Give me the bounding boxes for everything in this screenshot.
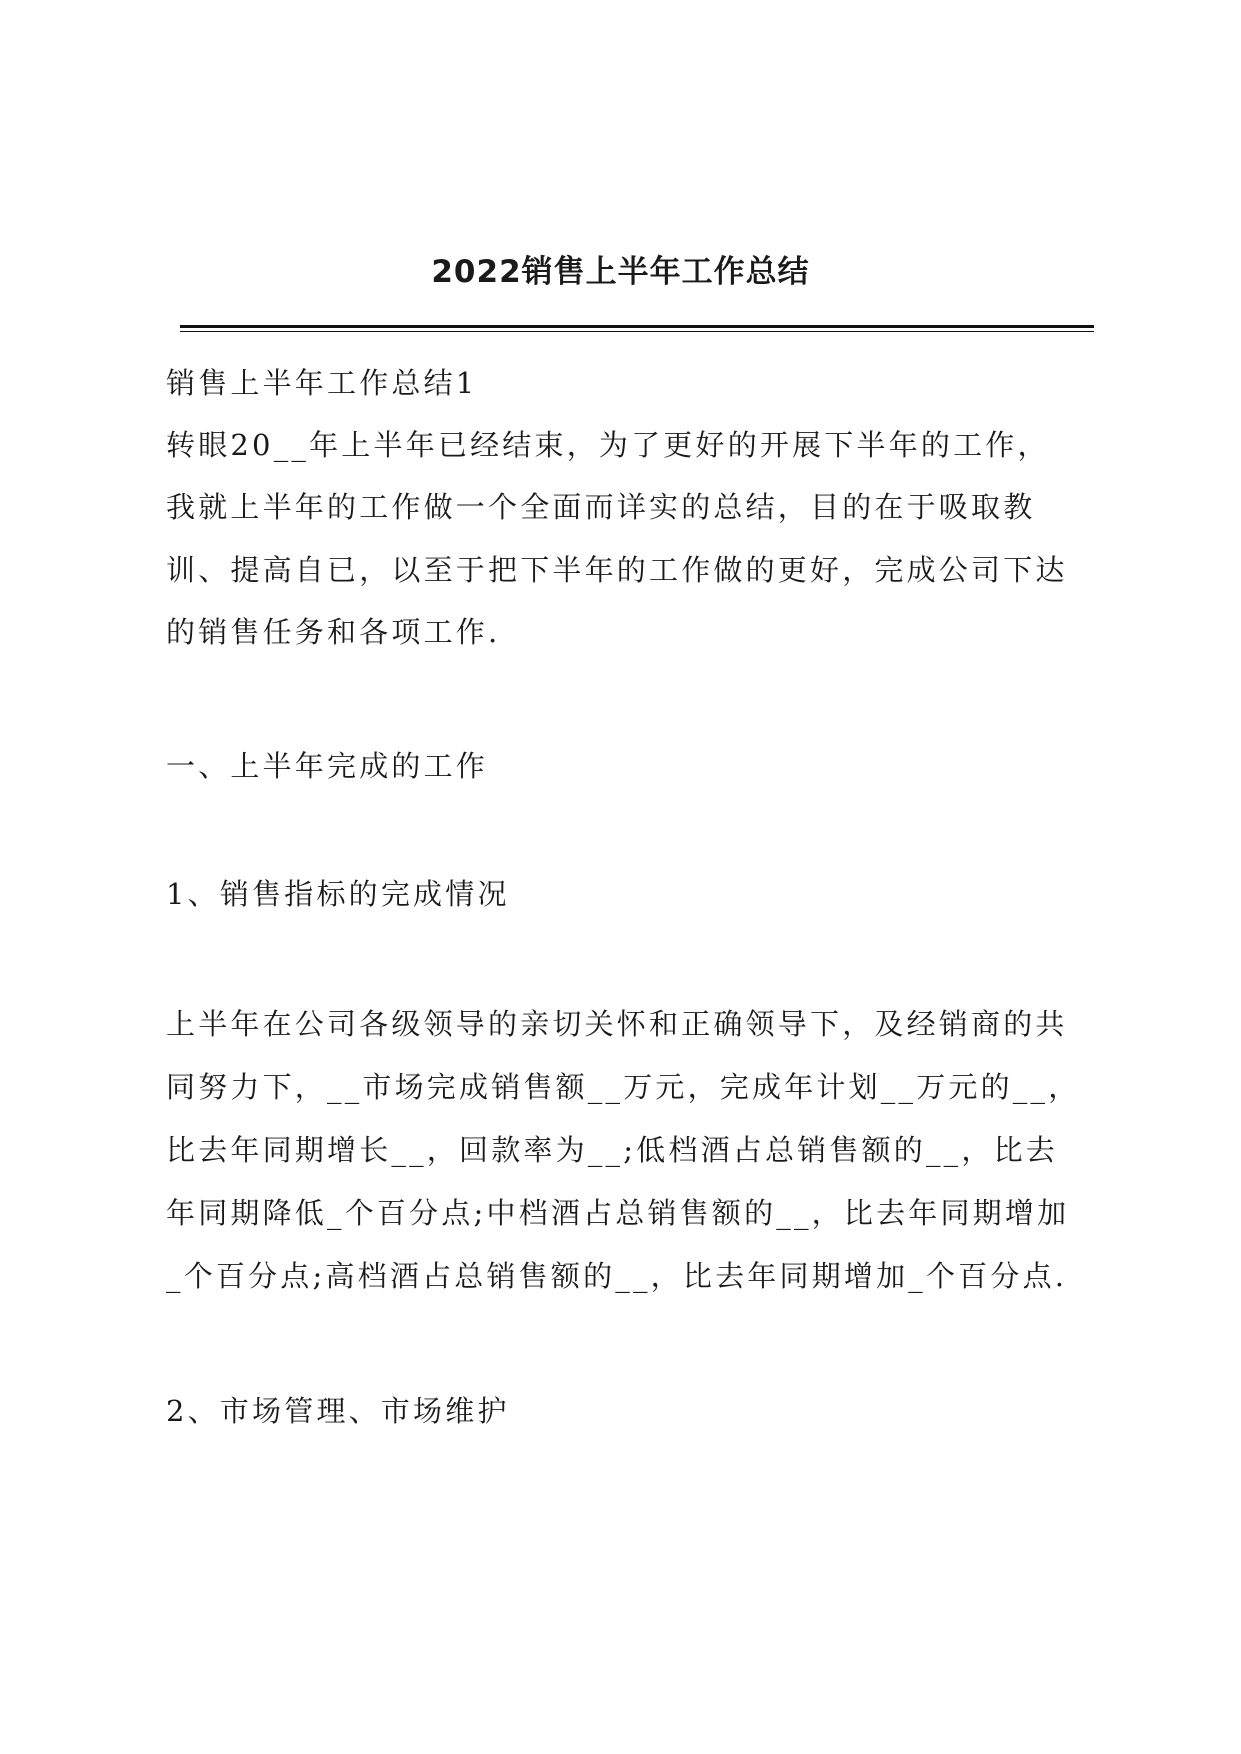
section-heading: 一、上半年完成的工作: [166, 749, 489, 783]
paragraph-line: 同努力下，__市场完成销售额__万元，完成年计划__万元的__，: [166, 1070, 1081, 1104]
paragraph-line: 年同期降低_个百分点;中档酒占总销售额的__，比去年同期增加: [166, 1196, 1070, 1230]
paragraph-line: 训、提高自已，以至于把下半年的工作做的更好，完成公司下达: [166, 553, 1068, 587]
paragraph-line: 的销售任务和各项工作.: [166, 615, 501, 649]
subsection-heading: 2、市场管理、市场维护: [166, 1394, 510, 1428]
paragraph-line: 比去年同期增长__，回款率为__;低档酒占总销售额的__，比去: [166, 1133, 1058, 1167]
title-divider-thick: [180, 325, 1094, 328]
paragraph-line: _个百分点;高档酒占总销售额的__，比去年同期增加_个百分点.: [166, 1259, 1068, 1293]
paragraph-line: 上半年在公司各级领导的亲切关怀和正确领导下，及经销商的共: [166, 1007, 1068, 1041]
paragraph-line: 我就上半年的工作做一个全面而详实的总结，目的在于吸取教: [166, 490, 1036, 524]
subsection-heading: 1、销售指标的完成情况: [166, 877, 510, 911]
title-divider-thin: [180, 331, 1094, 332]
section-heading: 销售上半年工作总结1: [166, 366, 478, 400]
document-title: 2022销售上半年工作总结: [431, 254, 810, 290]
paragraph-line: 转眼20__年上半年已经结束，为了更好的开展下半年的工作，: [166, 428, 1050, 462]
